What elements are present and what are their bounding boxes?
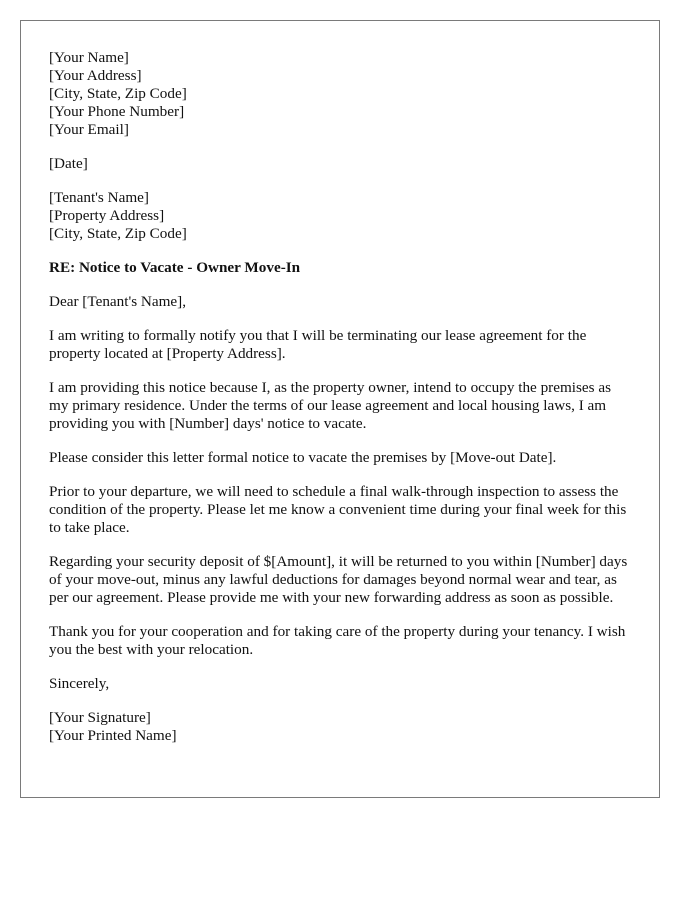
- printed-name: [Your Printed Name]: [49, 727, 177, 744]
- letter-document: [20, 20, 660, 798]
- closing: Sincerely,: [49, 675, 110, 692]
- salutation: Dear [Tenant's Name],: [49, 293, 187, 310]
- recipient-property-address: [Property Address]: [49, 207, 165, 224]
- sender-address: [Your Address]: [49, 67, 142, 84]
- recipient-name: [Tenant's Name]: [49, 189, 149, 206]
- sender-city-state-zip: [City, State, Zip Code]: [49, 85, 187, 102]
- recipient-block: [49, 189, 631, 243]
- paragraph-security-deposit: Regarding your security deposit of $[Amount], it will be returned to you within [Number] days of your move-out, minus any lawful deductions for damages beyond normal wear and tear, as per our agreement. Please provide me with your new forwarding address as soon as possible.: [49, 553, 628, 606]
- paragraph-thanks: Thank you for your cooperation and for taking care of the property during your tenancy. I wish you the best with your relocation.: [49, 623, 626, 658]
- sender-email: [Your Email]: [49, 121, 129, 138]
- sender-phone: [Your Phone Number]: [49, 103, 185, 120]
- signature-line: [Your Signature]: [49, 709, 151, 726]
- date-block: [49, 155, 631, 173]
- paragraph-vacate-date: Please consider this letter formal notice to vacate the premises by [Move-out Date].: [49, 449, 557, 466]
- letter-date: [Date]: [49, 155, 88, 172]
- subject-line: RE: Notice to Vacate - Owner Move-In: [49, 259, 301, 276]
- signature-block: [49, 709, 631, 745]
- paragraph-termination: I am writing to formally notify you that I will be terminating our lease agreement for the property located at [Property Address].: [49, 327, 587, 362]
- sender-name: [Your Name]: [49, 49, 129, 66]
- paragraph-reason: I am providing this notice because I, as the property owner, intend to occupy the premises as my primary residence. Under the terms of our lease agreement and local housing laws, I am providing you with [Number] days' notice to vacate.: [49, 379, 612, 432]
- paragraph-inspection: Prior to your departure, we will need to schedule a final walk-through inspection to assess the condition of the property. Please let me know a convenient time during your final week for this to take place.: [49, 483, 627, 536]
- sender-block: [49, 49, 631, 139]
- recipient-city-state-zip: [City, State, Zip Code]: [49, 225, 187, 242]
